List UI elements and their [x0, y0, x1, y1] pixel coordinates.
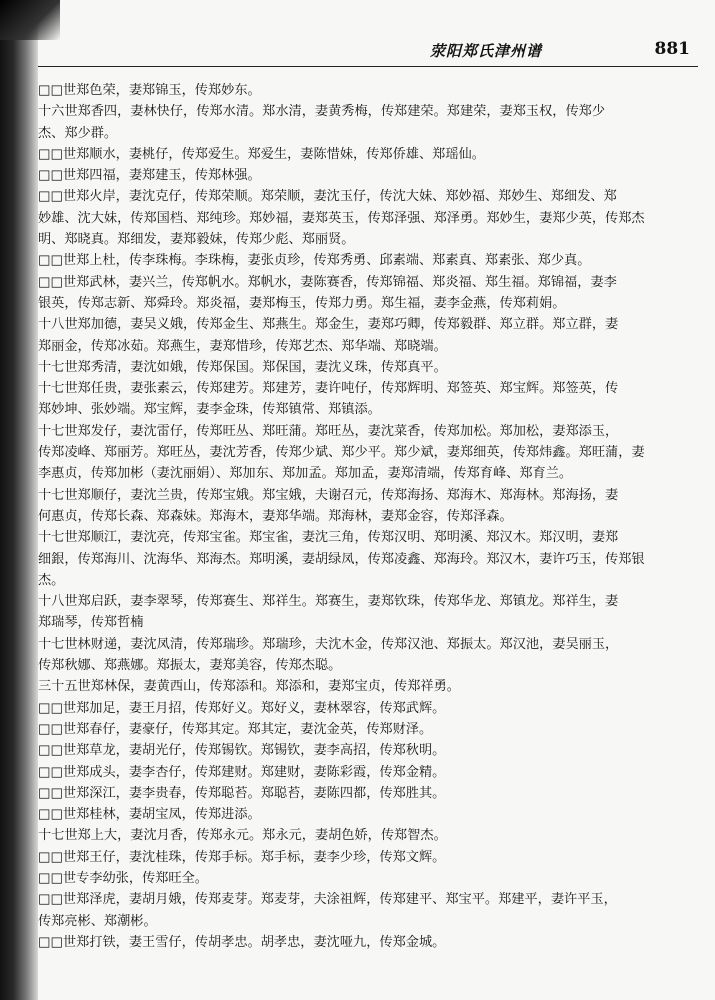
corner-shadow: [0, 0, 60, 40]
genealogy-entry-line: 十七世郑秀清，妻沈如娥，传郑保国。郑保国，妻沈义珠，传郑真平。: [38, 359, 447, 375]
genealogy-continuation-line: 妙雄、沈大妹，传郑国档、郑纯珍。郑妙福，妻郑英玉，传郑泽强、郑泽勇。郑妙生，妻郑少英，传郑杰: [38, 210, 645, 226]
genealogy-continuation-line: 郑丽金，传郑冰茹。郑燕生，妻郑惜珍，传郑艺杰、郑华端、郑晓端。: [38, 338, 447, 354]
genealogy-continuation-line: 明、郑晓真。郑细发，妻郑毅妹，传郑少彪、郑丽贤。: [38, 232, 355, 248]
genealogy-entry-line: 十六世郑香四，妻林快仔，传郑水清。郑水清，妻黄秀梅，传郑建荣。郑建荣，妻郑玉权，传郑少: [38, 104, 606, 120]
genealogy-entry-line: 十七世郑发仔，妻沈雷仔，传郑旺丛、郑旺蒲。郑旺丛，妻沈菜香，传郑加松。郑加松，妻郑添玉，: [38, 423, 619, 439]
genealogy-entry-line: 十七世郑上大，妻沈月香，传郑永元。郑永元，妻胡色娇，传郑智杰。: [38, 828, 447, 844]
genealogy-entry-line: □□世郑春仔，妻豪仔，传郑其定。郑其定，妻沈金英，传郑财泽。: [38, 721, 433, 737]
genealogy-entry-line: 十七世郑顺仔，妻沈兰贵，传郑宝娥。郑宝娥，夫谢召元，传郑海扬、郑海木、郑海林。郑海扬，妻: [38, 487, 619, 503]
genealogy-entry-line: 十八世郑加德，妻吴义娥，传郑金生、郑燕生。郑金生，妻郑巧卿，传郑毅群、郑立群。郑立群，妻: [38, 317, 619, 333]
genealogy-entry-line: □□世郑四福，妻郑建玉，传郑林强。: [38, 168, 261, 184]
genealogy-entry-line: □□世郑火岸，妻沈克仔，传郑荣顺。郑荣顺，妻沈玉仔，传沈大妹、郑妙福、郑妙生、郑细发、郑: [38, 189, 617, 205]
genealogy-entry-line: □□世郑加足，妻王月招，传郑好义。郑好义，妻林翠容，传郑武辉。: [38, 700, 446, 716]
genealogy-continuation-line: 郑瑞琴，传郑哲楠: [38, 615, 144, 631]
genealogy-entry-line: □□世郑草龙，妻胡光仔，传郑锡钦。郑锡钦，妻李高招，传郑秋明。: [38, 743, 446, 759]
genealogy-continuation-line: 传郑秋娜、郑燕娜。郑振太，妻郑美容，传郑杰聪。: [38, 658, 342, 674]
genealogy-continuation-line: 细銀，传郑海川、沈海华、郑海杰。郑明溪，妻胡绿凤，传郑凌鑫、郑海玲。郑汉木，妻许巧玉，传郑银: [38, 551, 645, 567]
header-title: 荥阳郑氏津州谱: [430, 42, 543, 60]
header-rule: [38, 66, 698, 67]
genealogy-entry-line: □□世郑打铁，妻王雪仔，传胡孝忠。胡孝忠，妻沈哑九，传郑金城。: [38, 934, 446, 950]
genealogy-entry-line: 十七世郑任贵，妻张素云，传郑建芳。郑建芳，妻许吨仔，传郑辉明、郑签英、郑宝辉。郑签英，传: [38, 381, 619, 397]
genealogy-entry-line: □□世郑深江，妻李贵春，传郑聪苔。郑聪苔，妻陈四都，传郑胜其。: [38, 785, 446, 801]
page-number: 881: [654, 39, 690, 59]
genealogy-entry-line: □□世郑色荣，妻郑锦玉，传郑妙东。: [38, 83, 261, 98]
genealogy-continuation-line: 杰、郑少群。: [38, 125, 118, 141]
genealogy-entry-line: □□世郑成头，妻李杏仔，传郑建财。郑建财，妻陈彩霞，传郑金精。: [38, 764, 446, 780]
genealogy-entry-line: □□世郑顺水，妻桃仔，传郑爱生。郑爱生，妻陈惜妹，传郑侨雄、郑瑶仙。: [38, 146, 485, 162]
genealogy-continuation-line: 郑妙坤、张妙端。郑宝辉，妻李金珠，传郑镇常、郑镇添。: [38, 402, 381, 418]
genealogy-continuation-line: 李惠贞，传郑加彬（妻沈丽娟）、郑加东、郑加孟。郑加孟，妻郑清端，传郑育峰、郑育兰。: [38, 466, 573, 482]
genealogy-entry-line: □□世郑王仔，妻沈桂珠，传郑手标。郑手标，妻李少珍，传郑文辉。: [38, 849, 446, 865]
genealogy-entry-line: 十八世郑启跃，妻李翠琴，传郑赛生、郑祥生。郑赛生，妻郑钦珠，传郑华龙、郑镇龙。郑祥生，妻: [38, 594, 619, 610]
genealogy-entry-line: 三十五世郑林保，妻黄西山，传郑添和。郑添和，妻郑宝贞，传郑祥勇。: [38, 679, 460, 695]
genealogy-text: [38, 80, 698, 953]
genealogy-continuation-line: 传郑亮彬、郑潮彬。: [38, 913, 157, 929]
genealogy-entry-line: 十七世林财递，妻沈凤清，传郑瑞珍。郑瑞珍，夫沈木金，传郑汉池、郑振太。郑汉池，妻吴丽玉，: [38, 636, 619, 652]
genealogy-continuation-line: 杰。: [38, 572, 65, 588]
book-spine-shadow: [0, 0, 38, 1000]
genealogy-continuation-line: 何惠贞，传郑长森、郑森妹。郑海木，妻郑华端。郑海林，妻郑金容，传郑泽森。: [38, 508, 513, 524]
genealogy-entry-line: □□世专李幼张，传郑旺全。: [38, 870, 208, 886]
genealogy-continuation-line: 传郑凌峰、郑丽芳。郑旺丛，妻沈芳香，传郑少斌、郑少平。郑少斌，妻郑细英，传郑炜鑫。郑旺蒲，妻: [38, 445, 645, 461]
running-header: [430, 38, 692, 64]
genealogy-entry-line: □□世郑武林，妻兴兰，传郑帆水。郑帆水，妻陈赛香，传郑锦福、郑炎福、郑生福。郑锦福，妻李: [38, 274, 617, 290]
genealogy-continuation-line: 银英，传郑志新、郑舜玲。郑炎福，妻郑梅玉，传郑力勇。郑生福，妻李金燕，传郑莉娟。: [38, 295, 566, 311]
genealogy-entry-line: □□世郑上杜，传李珠梅。李珠梅，妻张贞珍，传郑秀勇、邱素端、郑素真、郑素张、郑少真。: [38, 253, 591, 269]
genealogy-entry-line: 十七世郑顺江，妻沈亮，传郑宝雀。郑宝雀，妻沈三角，传郑汉明、郑明溪、郑汉木。郑汉明，妻郑: [38, 530, 619, 546]
genealogy-entry-line: □□世郑桂林，妻胡宝凤，传郑进添。: [38, 807, 261, 823]
genealogy-entry-line: □□世郑泽虎，妻胡月娥，传郑麦芽。郑麦芽，夫涂祖辉，传郑建平、郑宝平。郑建平，妻许平玉，: [38, 892, 617, 908]
